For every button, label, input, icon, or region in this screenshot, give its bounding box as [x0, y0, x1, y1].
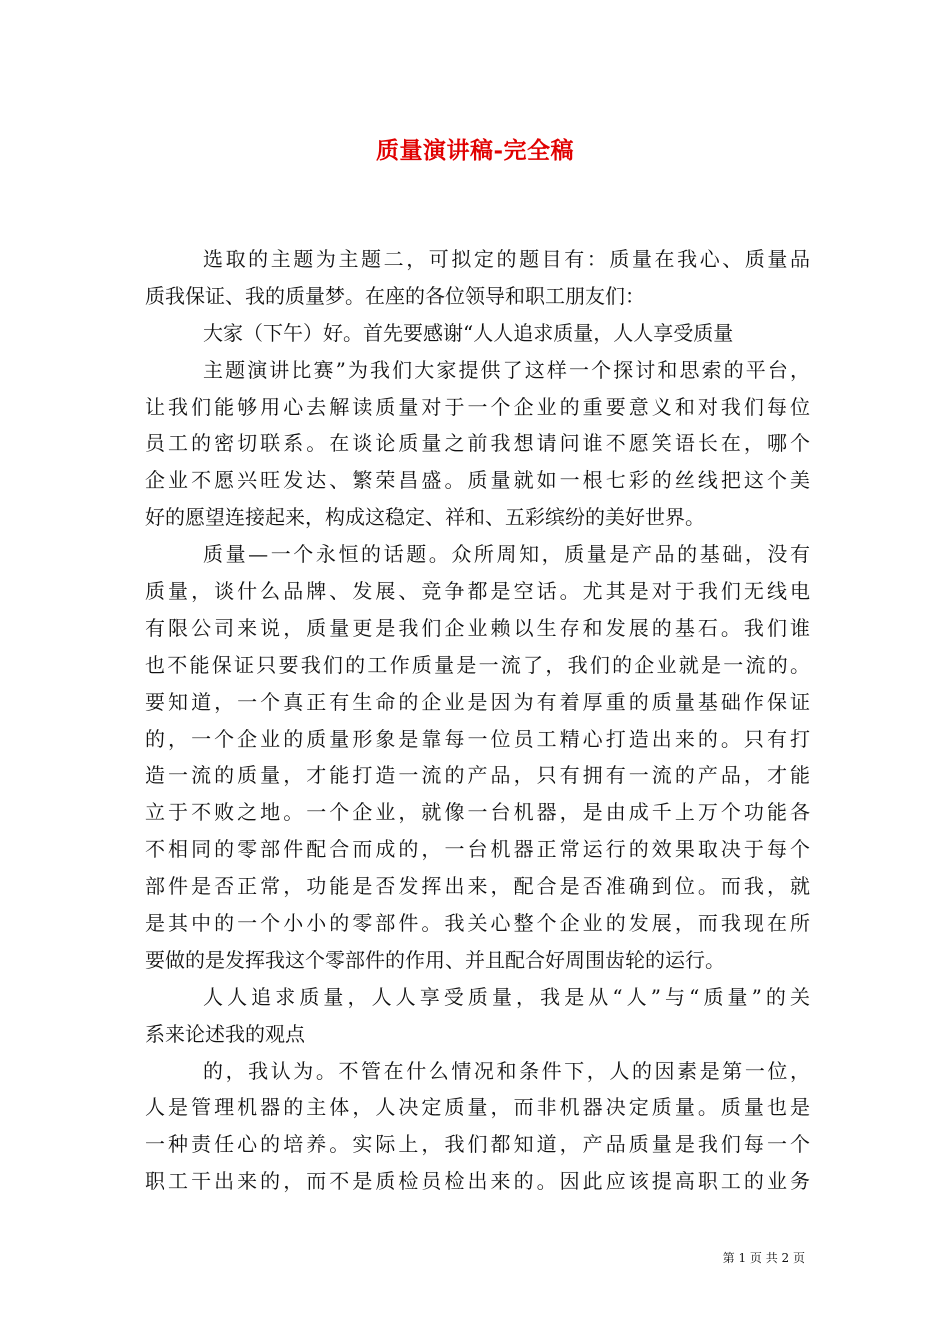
text-line: 也不能保证只要我们的工作质量是一流了，我们的企业就是一流的。 [145, 652, 810, 677]
text-line: 有限公司来说，质量更是我们企业赖以生存和发展的基石。我们谁 [145, 615, 810, 640]
text-line: 质量—一个永恒的话题。众所周知，质量是产品的基础，没有 [203, 542, 810, 567]
page-number-footer: 第 1 页 共 2 页 [722, 1251, 805, 1265]
text-line: 好的愿望连接起来，构成这稳定、祥和、五彩缤纷的美好世界。 [145, 505, 705, 530]
text-line: 不相同的零部件配合而成的，一台机器正常运行的效果取决于每个 [145, 837, 810, 862]
text-line: 人是管理机器的主体，人决定质量，而非机器决定质量。质量也是 [145, 1095, 810, 1120]
document-title: 质量演讲稿-完全稿 [375, 137, 575, 164]
text-line: 质量，谈什么品牌、发展、竞争都是空话。尤其是对于我们无线电 [145, 579, 810, 604]
text-line: 立于不败之地。一个企业，就像一台机器，是由成千上万个功能各 [145, 800, 810, 825]
text-line: 是其中的一个小小的零部件。我关心整个企业的发展，而我现在所 [145, 911, 810, 936]
text-line: 要知道，一个真正有生命的企业是因为有着厚重的质量基础作保证 [145, 689, 810, 714]
text-line: 质我保证、我的质量梦。在座的各位领导和职工朋友们： [145, 283, 645, 308]
text-line: 要做的是发挥我这个零部件的作用、并且配合好周围齿轮的运行。 [145, 947, 725, 972]
text-line: 系来论述我的观点 [145, 1021, 305, 1046]
text-line: 员工的密切联系。在谈论质量之前我想请问谁不愿笑语长在，哪个 [145, 431, 810, 456]
text-line: 主题演讲比赛”为我们大家提供了这样一个探讨和思索的平台， [203, 357, 810, 382]
text-line: 大家（下午）好。首先要感谢“人人追求质量，人人享受质量 [203, 320, 734, 345]
text-line: 的，我认为。不管在什么情况和条件下，人的因素是第一位， [203, 1058, 810, 1083]
text-line: 让我们能够用心去解读质量对于一个企业的重要意义和对我们每位 [145, 394, 810, 419]
text-line: 造一流的质量，才能打造一流的产品，只有拥有一流的产品，才能 [145, 763, 810, 788]
text-line: 一种责任心的培养。实际上，我们都知道，产品质量是我们每一个 [145, 1132, 810, 1157]
text-line: 的，一个企业的质量形象是靠每一位员工精心打造出来的。只有打 [145, 726, 810, 751]
text-line: 选取的主题为主题二，可拟定的题目有：质量在我心、质量品 [203, 247, 810, 271]
document-body [145, 241, 810, 1200]
text-line: 部件是否正常，功能是否发挥出来，配合是否准确到位。而我，就 [145, 874, 810, 899]
text-line: 职工干出来的，而不是质检员检出来的。因此应该提高职工的业务 [145, 1169, 810, 1194]
text-line: 人人追求质量，人人享受质量，我是从“人”与“质量”的关 [203, 984, 810, 1009]
text-line: 企业不愿兴旺发达、繁荣昌盛。质量就如一根七彩的丝线把这个美 [145, 468, 810, 493]
